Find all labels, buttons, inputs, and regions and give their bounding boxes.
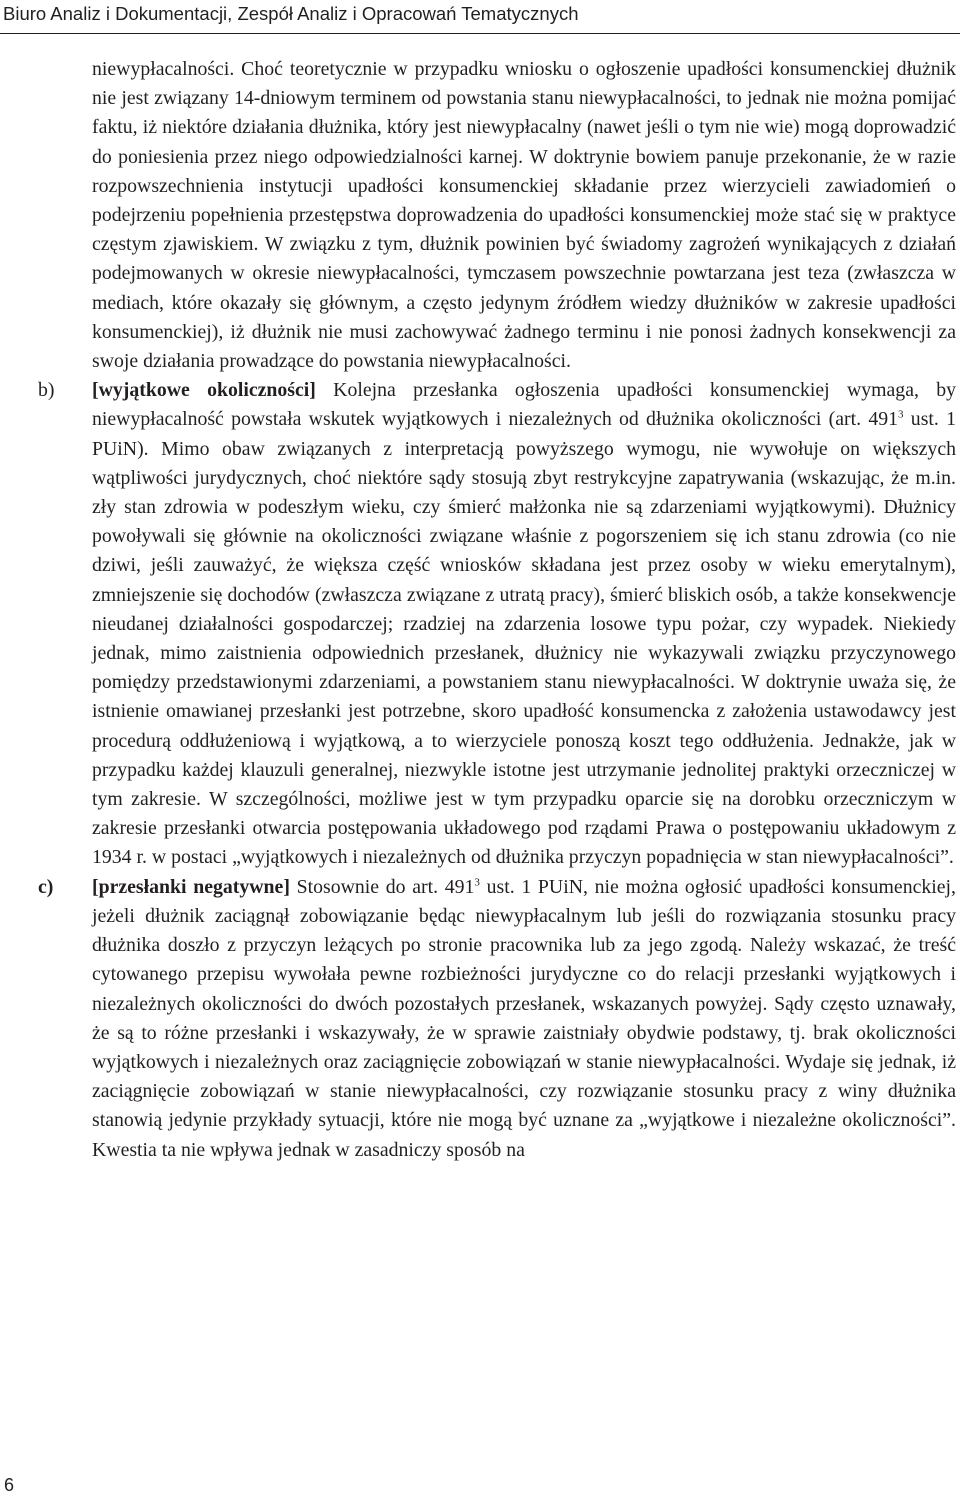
page-number: 6 xyxy=(4,1475,15,1495)
list-item-c xyxy=(38,873,956,1165)
item-b-text-part2: ust. 1 PUiN). Mimo obaw związanych z interpretacją powyższego wymogu, nie wywołuje on większych wątpliwości jurydycznych, choć niektóre sądy stosują zbyt restrykcyjne zapatrywania (wskazując, że m.in. zły stan zdrowia w podeszłym wieku, czy śmierć małżonka nie są zdarzeniami wyjątkowymi). Dłużnicy powoływali się głównie na okoliczności związane właśnie z pogorszeniem się ich stanu zdrowia (co nie dziwi, jeśli zauważyć, że większa część wniosków składana jest przez osoby w wieku emerytalnym), zmniejszenie się dochodów (zwłaszcza związane z utratą pracy), śmierć bliskich osób, a także konsekwencje nieudanej działalności gospodarczej; rzadziej na zdarzenia losowe typu pożar, czy wypadek. Niekiedy jednak, mimo zaistnienia odpowiednich przesłanek, dłużnicy nie wykazywali związku przyczynowego pomiędzy przedstawionymi zdarzeniami, a powstaniem stanu niewypłacalności. W doktrynie uważa się, że istnienie omawianej przesłanki jest potrzebne, skoro upadłość konsumencka z założenia ustawodawcy jest procedurą oddłużeniową i wyjątkową, a to wierzyciele ponoszą koszt tego oddłużenia. Jednakże, jak w przypadku każdej klauzuli generalnej, niezwykle istotne jest utrzymanie jednolitej praktyki orzeczniczej w tym zakresie. W szczególności, możliwe jest w tym przypadku oparcie się na dorobku orzeczniczym w zakresie przesłanki otwarcia postępowania układowego pod rządami Prawa o postępowaniu układowym z 1934 r. w postaci „wyjątkowych i niezależnych od dłużnika przyczyn popadnięcia w stan niewypłacalności”. xyxy=(92,408,956,869)
page-body xyxy=(38,55,956,1165)
item-c-text-part2: ust. 1 PUiN, nie można ogłosić upadłości konsumenckiej, jeżeli dłużnik zaciągnął zobowiązanie będąc niewypłacalnym lub jeśli do rozwiązania stosunku pracy dłużnika doszło z przyczyn leżących po stronie pracownika lub za jego zgodą. Należy wskazać, że treść cytowanego przepisu wywołała pewne rozbieżności jurydyczne co do relacji przesłanki wyjątkowych i niezależnych okoliczności do dwóch pozostałych przesłanek, wskazanych powyżej. Sądy często uznawały, że są to różne przesłanki i wskazywały, że w sprawie zaistniały obydwie podstawy, tj. brak okoliczności wyjątkowych i niezależnych oraz zaciągnięcie zobowiązań w stanie niewypłacalności. Wydaje się jednak, iż zaciągnięcie zobowiązań w stanie niewypłacalności, czy rozwiązanie stosunku pracy z winy dłużnika stanowią jedynie przykłady sytuacji, które nie mogą być uznane za „wyjątkowe i niezależne okoliczności”. Kwestia ta nie wpływa jednak w zasadniczy sposób na xyxy=(92,875,956,1161)
item-c-superscript: 3 xyxy=(474,876,480,889)
item-c-text-part1: Stosownie do art. 491 xyxy=(289,875,475,898)
continuation-paragraph: niewypłacalności. Choć teoretycznie w przypadku wniosku o ogłoszenie upadłości konsumenckiej dłużnik nie jest związany 14-dniowym terminem od powstania stanu niewypłacalności, to jednak nie można pomijać faktu, iż niektóre działania dłużnika, który jest niewypłacalny (nawet jeśli o tym nie wie) mogą doprowadzić do poniesienia przez niego odpowiedzialności karnej. W doktrynie bowiem panuje przekonanie, że w razie rozpowszechnienia instytucji upadłości konsumenckiej składanie przez wierzycieli zawiadomień o podejrzeniu popełnienia przestępstwa doprowadzenia do upadłości konsumenckiej może stać się w praktyce częstym zjawiskiem. W związku z tym, dłużnik powinien być świadomy zagrożeń wynikających z działań podejmowanych w okresie niewypłacalności, tymczasem powszechnie powtarzana jest teza (zwłaszcza w mediach, które okazały się głównym, a często jedynym źródłem wiedzy dłużników w zakresie upadłości konsumenckiej), iż dłużnik nie musi zachowywać żadnego terminu i nie ponosi żadnych konsekwencji za swoje działania prowadzące do powstania niewypłacalności. xyxy=(92,58,956,373)
list-marker-c: c) xyxy=(38,875,54,898)
item-b-superscript: 3 xyxy=(898,408,904,421)
running-header: Biuro Analiz i Dokumentacji, Zespół Analiz i Opracowań Tematycznych xyxy=(3,3,579,24)
header-rule xyxy=(0,33,960,34)
item-c-paragraph xyxy=(92,873,956,1165)
item-c-heading: [przesłanki negatywne] xyxy=(92,875,290,898)
item-b-text-part1: Kolejna przesłanka ogłoszenia upadłości konsumenckiej wymaga, by niewypłacalność powstała wskutek wyjątkowych i niezależnych od dłużnika okoliczności (art. 491 xyxy=(92,379,956,431)
item-b-paragraph xyxy=(92,376,956,872)
item-b-heading: [wyjątkowe okoliczności] xyxy=(92,379,316,402)
list-marker-b: b) xyxy=(38,379,55,402)
list-item-b xyxy=(38,376,956,872)
